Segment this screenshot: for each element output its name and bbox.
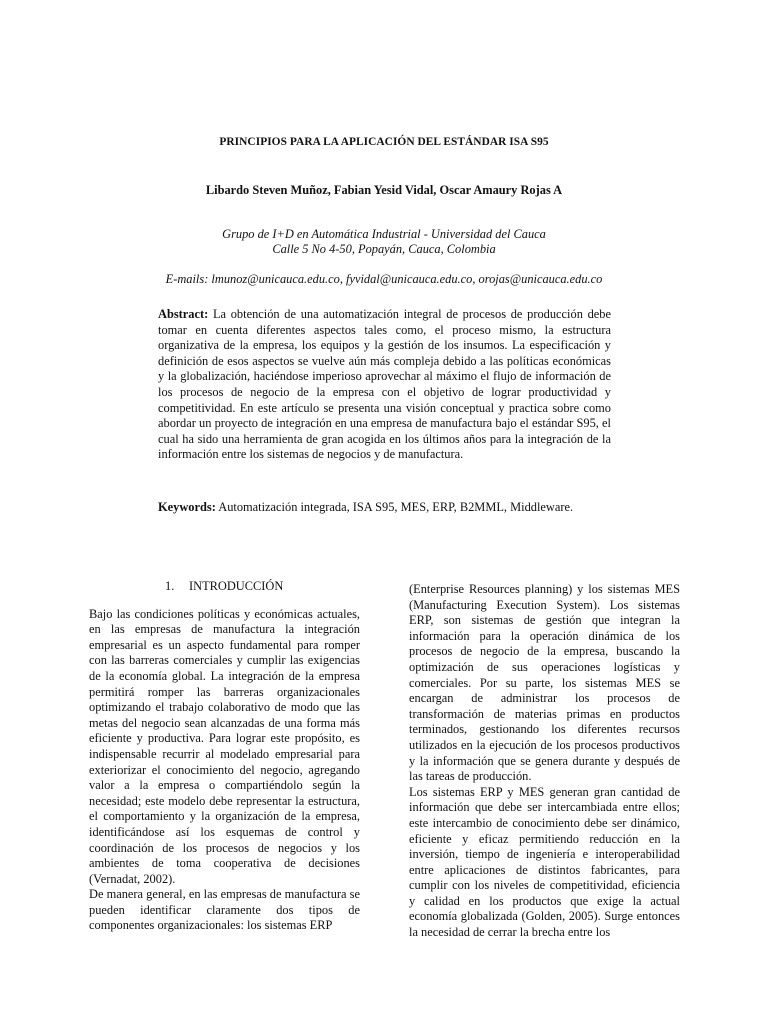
section-number: 1. [165,579,175,593]
section-heading [89,579,360,595]
body-paragraph: Los sistemas ERP y MES generan gran cantidad de información que debe ser intercambiada entre ellos; este intercambio de conocimiento debe ser dinámico, eficiente y eficaz permitiendo reducción en la inversión, tiempo de ingeniería e interoperabilidad entre aplicaciones de distintos fabricantes, para cumplir con los niveles de competitividad, eficiencia y calidad en los productos que exige la actual economía globalizada (Golden, 2005). Surge entonces la necesidad de cerrar la brecha entre los [409,784,680,940]
body-paragraph: (Enterprise Resources planning) y los sistemas MES (Manufacturing Execution System). Los sistemas ERP, son sistemas de gestión que integran la información para la operación dinámica de los procesos de negocio de la empresa, buscando la optimización de sus operaciones logísticas y comerciales. Por su parte, los sistemas MES se encargan de administrar los procesos de transformación de materias primas en productos terminados, gestionando los diferentes recursos utilizados en la ejecución de los procesos productivos y la información que se genera durante y después de las tareas de producción. [409,582,680,784]
paper-title: PRINCIPIOS PARA LA APLICACIÓN DEL ESTÁNDAR ISA S95 [219,136,549,148]
right-column [409,582,680,941]
left-column [89,579,360,934]
abstract-text: La obtención de una automatización integral de procesos de producción debe tomar en cuenta diferentes aspectos tales como, el proceso mismo, la estructura organizativa de la empresa, los equipos y la gestión de los insumos. La especificación y definición de esos aspectos se vuelve aún más compleja debido a las políticas económicas y la globalización, haciéndose imperioso aprovechar al máximo el flujo de información de los procesos de negocio de la empresa con el objetivo de lograr productividad y competitividad. En este artículo se presenta una visión conceptual y practica sobre como abordar un proyecto de integración en una empresa de manufactura bajo el estándar S95, el cual ha sido una herramienta de gran acogida en los últimos años para la integración de la información entre los sistemas de negocios y de manufactura. [158,307,611,462]
author-emails: E-mails: lmunoz@unicauca.edu.co, fyvidal@unicauca.edu.co, orojas@unicauca.edu.co [165,272,603,286]
section-title: INTRODUCCIÓN [189,579,284,593]
abstract [158,307,611,463]
affiliation-group: Grupo de I+D en Automática Industrial - Universidad del Cauca [222,227,546,241]
keywords [158,500,611,516]
body-paragraph: Bajo las condiciones políticas y económicas actuales, en las empresas de manufactura la integración empresarial es un aspecto fundamental para romper con las barreras comerciales y cumplir las exigencias de la economía global. La integración de la empresa permitirá romper las barreras organizacionales optimizando el trabajo colaborativo de modo que las metas del negocio sean alcanzadas de una forma más eficiente y productiva. Para lograr este propósito, es indispensable recurrir al modelado empresarial para exteriorizar el conocimiento del negocio, agregando valor a la empresa o compartiéndolo según la necesidad; este modelo debe representar la estructura, el comportamiento y la organización de la empresa, identificándose así los esquemas de control y coordinación de los procesos de negocios y los ambientes de toma cooperativa de decisiones (Vernadat, 2002). [89,606,360,886]
affiliation-address: Calle 5 No 4-50, Popayán, Cauca, Colombia [272,242,496,256]
keywords-text: Automatización integrada, ISA S95, MES, ERP, B2MML, Middleware. [218,500,574,514]
keywords-label: Keywords: [158,500,216,514]
body-paragraph: De manera general, en las empresas de manufactura se pueden identificar claramente dos tipos de componentes organizacionales: los sistemas ERP [89,887,360,933]
author-list: Libardo Steven Muñoz, Fabian Yesid Vidal, Oscar Amaury Rojas A [205,183,563,197]
affiliation [0,227,768,257]
abstract-label: Abstract: [158,307,209,321]
